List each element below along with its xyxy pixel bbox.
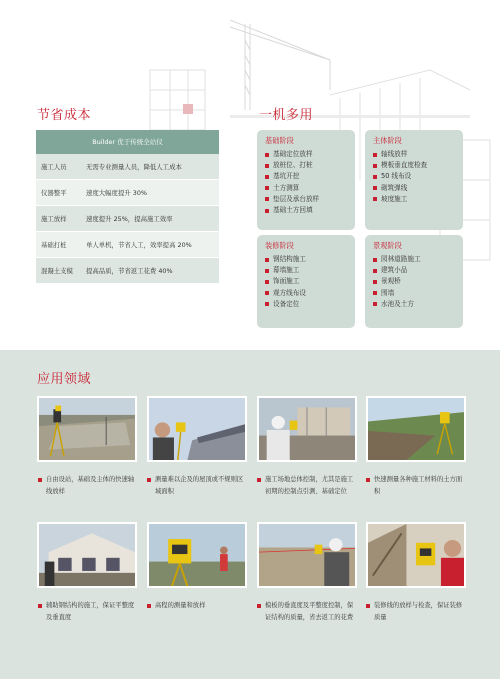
table-row (36, 180, 219, 206)
list-item: 钢结构施工 (265, 254, 347, 265)
applications-title: 应用领域 (37, 372, 92, 387)
list-item: 景观桥 (373, 276, 455, 287)
photo-roof-measurement (147, 396, 247, 462)
row-label: 混凝土支模 (41, 267, 73, 275)
use-box-landscape (365, 235, 463, 328)
multi-use-title: 一机多用 (259, 108, 314, 123)
caption: 施工场地总体控制，尤其是施工初期的控制点引测、基础定位 (257, 474, 355, 498)
row-value: 速度大幅度提升 30% (86, 189, 147, 197)
table-row (36, 232, 219, 258)
list-item: 园林道路施工 (373, 254, 455, 265)
list-item: 围墙 (373, 288, 455, 299)
use-box-title: 装修阶段 (265, 241, 294, 250)
use-box-foundation (257, 130, 355, 230)
list-item: 50 线布设 (373, 171, 455, 182)
list-item: 模板垂直度检查 (373, 160, 455, 171)
list-item: 建筑小品 (373, 265, 455, 276)
table-row (36, 206, 219, 232)
table-row (36, 154, 219, 180)
list-item: 垫层及承台放样 (265, 194, 347, 205)
row-value: 单人单机，节省人工，效率提高 20% (86, 241, 192, 249)
table-row (36, 258, 219, 284)
list-item: 轴线放样 (373, 149, 455, 160)
photo-site-control (257, 396, 357, 462)
photo-finish-line-check (366, 522, 466, 588)
photo-steel-structure (37, 522, 137, 588)
savings-title: 节省成本 (37, 108, 92, 123)
use-box-main-structure (365, 130, 463, 230)
photo-earthwork-volume (366, 396, 466, 462)
caption: 模板的垂直度及平整度控制，保证结构的质量，省去返工的花费 (257, 600, 355, 624)
list-item: 砌筑弹线 (373, 183, 455, 194)
list-item: 饰面施工 (265, 276, 347, 287)
list-item: 水池及土方 (373, 299, 455, 310)
caption: 测量难以企及的屋顶或不规则区域面积 (147, 474, 245, 498)
savings-table-header: Builder 优于传统全站仪 (36, 130, 219, 154)
list-item: 幕墙施工 (265, 265, 347, 276)
list-item: 基础定位放样 (265, 149, 347, 160)
photo-formwork-check (257, 522, 357, 588)
use-box-title: 基础阶段 (265, 136, 294, 145)
list-item: 观方线布设 (265, 288, 347, 299)
row-value: 提高品质，节省返工花费 40% (86, 267, 173, 275)
list-item: 基坑开挖 (265, 171, 347, 182)
caption: 高程的测量和放样 (147, 600, 245, 612)
caption: 快速测量各种施工材料的土方面积 (366, 474, 464, 498)
photo-foundation-layout (37, 396, 137, 462)
list-item: 放桩位、打桩 (265, 160, 347, 171)
caption: 辅助钢结构的施工，保证平整度及垂直度 (38, 600, 136, 624)
row-label: 基础打桩 (41, 241, 67, 249)
applications-section (0, 350, 500, 679)
caption: 装修线的放样与检查，保证装修质量 (366, 600, 464, 624)
row-label: 施工放样 (41, 215, 67, 223)
use-box-decoration (257, 235, 355, 328)
list-item: 设备定位 (265, 299, 347, 310)
photo-elevation-staking (147, 522, 247, 588)
savings-table (36, 130, 219, 284)
row-value: 速度提升 25%，提高施工效率 (86, 215, 173, 223)
list-item: 土方测算 (265, 183, 347, 194)
use-box-title: 主体阶段 (373, 136, 402, 145)
list-item: 坡度施工 (373, 194, 455, 205)
row-label: 仪器整平 (41, 189, 67, 197)
use-box-title: 景观阶段 (373, 241, 402, 250)
caption: 自由设站，基础及主体的快速轴线放样 (38, 474, 136, 498)
row-label: 施工人员 (41, 163, 67, 171)
row-value: 无需专业测量人员，降低人工成本 (86, 163, 182, 171)
list-item: 基础土方回填 (265, 205, 347, 216)
